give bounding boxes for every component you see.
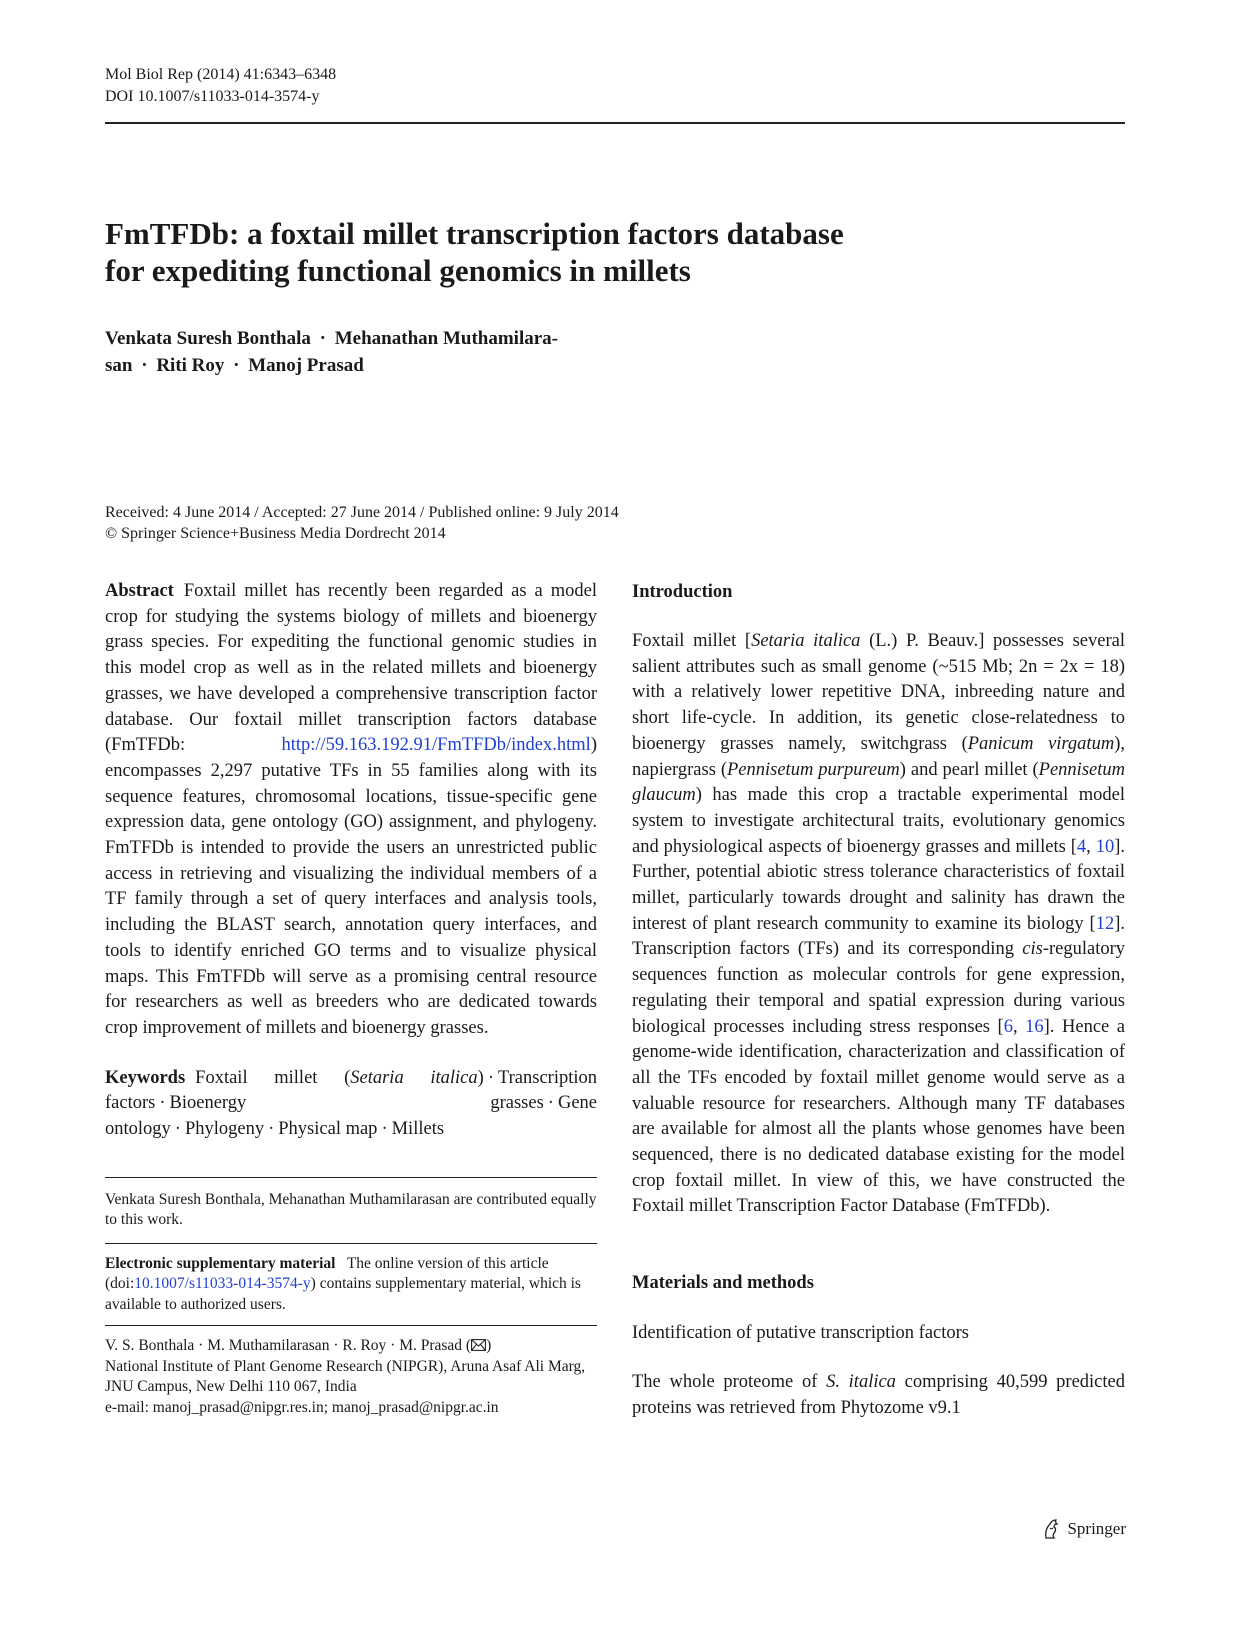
header-rule xyxy=(105,122,1125,124)
title-line-1: FmTFDb: a foxtail millet transcription factors database xyxy=(105,216,844,251)
springer-horse-icon xyxy=(1041,1518,1061,1540)
paper-title xyxy=(105,215,1005,289)
title-line-2: for expediting functional genomics in millets xyxy=(105,253,691,288)
keyword-separator: · xyxy=(159,1093,166,1114)
affiliation-authors: V. S. Bonthala · M. Muthamilarasan · R. Roy · M. Prasad ( xyxy=(105,1337,472,1355)
footnote-equal-contribution: Venkata Suresh Bonthala, Mehanathan Muthamilarasan are contributed equally to this work. xyxy=(105,1190,597,1229)
right-column xyxy=(632,579,1125,1422)
author-separator: · xyxy=(141,355,148,376)
author-3: Riti Roy xyxy=(156,355,225,376)
footnote-rule xyxy=(105,1325,597,1326)
keywords xyxy=(105,1066,597,1143)
springer-wordmark: Springer xyxy=(1067,1519,1126,1538)
citation-link[interactable]: 12 xyxy=(1095,913,1115,934)
methods-heading: Materials and methods xyxy=(632,1273,814,1294)
author-separator: · xyxy=(233,355,240,376)
springer-logo xyxy=(1041,1518,1126,1540)
affiliation-institute: National Institute of Plant Genome Research (NIPGR), Aruna Asaf Ali Marg, JNU Campus, New Delhi 110 067, India xyxy=(105,1357,586,1396)
left-column xyxy=(105,579,597,1418)
keyword-separator: · xyxy=(268,1119,275,1140)
keyword-7: Millets xyxy=(391,1119,445,1140)
envelope-icon xyxy=(471,1339,486,1351)
footnote-rule xyxy=(105,1177,597,1178)
citation-link[interactable]: 6 xyxy=(1003,1016,1013,1037)
supplementary-doi-link[interactable]: 10.1007/s11033-014-3574-y xyxy=(134,1275,311,1293)
citation-link[interactable]: 16 xyxy=(1025,1016,1044,1037)
footnote-rule xyxy=(105,1243,597,1244)
keyword-1: Foxtail millet (Setaria italica) xyxy=(195,1067,484,1088)
methods-subheading: Identification of putative transcription factors xyxy=(632,1323,969,1344)
copyright-line: © Springer Science+Business Media Dordrecht 2014 xyxy=(105,525,446,542)
abstract-text-2: ) encompasses 2,297 putative TFs in 55 families along with its sequence features, chromosomal locations, tissue-specific gene expression data, gene ontology (GO) assignment, and phylogeny. FmTFDb is intended to provide the users an unrestricted public access in retrieving and visualizing the individual members of a TF family through a set of query interfaces and analysis tools, including the BLAST search, annotation query interfaces, and tools to identify enriched GO terms and to visualize physical maps. This FmTFDb will serve as a promising central resource for researchers as well as breeders who are dedicated towards crop improvement of millets and bioenergy grasses. xyxy=(105,735,597,1038)
keyword-4: Gene ontology xyxy=(105,1093,597,1140)
abstract-label: Abstract xyxy=(105,581,174,601)
introduction-paragraph: Foxtail millet [Setaria italica (L.) P. Beauv.] possesses several salient attributes such as small genome (~515 Mb; 2n = 2x = 18) with a relatively lower repetitive DNA, inbreeding nature and short life-cycle. In addition, its genetic close-relatedness to bioenergy grasses namely, switchgrass (Panicum virgatum), napiergrass (Pennisetum purpureum) and pearl millet (Pennisetum glaucum) has made this crop a tractable experimental model system to investigate architectural traits, evolutionary genomics and physiological aspects of bioenergy grasses and millets [4, 10]. Further, potential abiotic stress tolerance characteristics of foxtail millet, particularly towards drought and salinity has drawn the interest of plant research community to examine its biology [12]. Transcription factors (TFs) and its corresponding cis-regulatory sequences function as molecular controls for gene expression, regulating their temporal and spatial expression during various biological processes including stress responses [6, 16]. Hence a genome-wide identification, characterization and classification of all the TFs encoded by foxtail millet genome would serve as a valuable resource for researchers. Although many TF databases are available for almost all the plants whose genomes have been sequenced, there is no dedicated database existing for the model crop foxtail millet. In view of this, we have constructed the Foxtail millet Transcription Factor Database (FmTFDb). xyxy=(632,631,1125,1217)
author-separator: · xyxy=(319,328,326,349)
keyword-6: Physical map xyxy=(278,1119,378,1140)
keywords-label: Keywords xyxy=(105,1067,186,1088)
author-list xyxy=(105,325,625,379)
database-link[interactable]: http://59.163.192.91/FmTFDb/index.html xyxy=(281,735,591,756)
affiliation-email: e-mail: manoj_prasad@nipgr.res.in; manoj_prasad@nipgr.ac.in xyxy=(105,1398,499,1416)
author-4: Manoj Prasad xyxy=(248,355,364,376)
author-2-continued: san xyxy=(105,355,133,376)
supplementary-label: Electronic supplementary material xyxy=(105,1254,336,1272)
citation-link[interactable]: 10 xyxy=(1095,836,1115,857)
author-1: Venkata Suresh Bonthala xyxy=(105,328,311,349)
keyword-2: Transcription factors xyxy=(105,1067,597,1114)
author-2: Mehanathan Muthamilara- xyxy=(334,328,558,349)
footnote-affiliation: V. S. Bonthala · M. Muthamilarasan · R. Roy · M. Prasad ( ) National Institute of Plant Genome Research (NIPGR), Aruna Asaf Ali Marg, JNU Campus, New Delhi 110 067, India e-mail: manoj_prasad@nipgr.res.in; manoj_prasad@nipgr.ac.in xyxy=(105,1337,586,1416)
methods-paragraph: The whole proteome of S. italica comprising 40,599 predicted proteins was retrieved from Phytozome v9.1 xyxy=(632,1372,1125,1418)
keyword-separator: · xyxy=(174,1119,181,1140)
abstract-text-1: Foxtail millet has recently been regarded as a model crop for studying the systems biology of millets and bioenergy grass species. For expediting the functional genomic studies in this model crop as well as in the related millets and bioenergy grasses, we have developed a comprehensive transcription factor database. Our foxtail millet transcription factors database (FmTFDb: xyxy=(105,581,597,756)
abstract xyxy=(105,579,597,1042)
keyword-separator: · xyxy=(487,1067,494,1088)
keyword-separator: · xyxy=(547,1093,554,1114)
publication-dates: Received: 4 June 2014 / Accepted: 27 June 2014 / Published online: 9 July 2014 xyxy=(105,504,619,521)
doi-line: DOI 10.1007/s11033-014-3574-y xyxy=(105,88,320,105)
introduction-heading: Introduction xyxy=(632,582,733,602)
journal-reference: Mol Biol Rep (2014) 41:6343–6348 xyxy=(105,66,337,83)
keyword-5: Phylogeny xyxy=(184,1119,265,1140)
keyword-separator: · xyxy=(381,1119,388,1140)
footnote-supplementary: Electronic supplementary material The online version of this article (doi:10.1007/s11033-014-3574-y) contains supplementary material, which is available to authorized users. xyxy=(105,1254,581,1313)
citation-link[interactable]: 4 xyxy=(1076,836,1087,857)
keyword-3: Bioenergy grasses xyxy=(169,1093,544,1114)
